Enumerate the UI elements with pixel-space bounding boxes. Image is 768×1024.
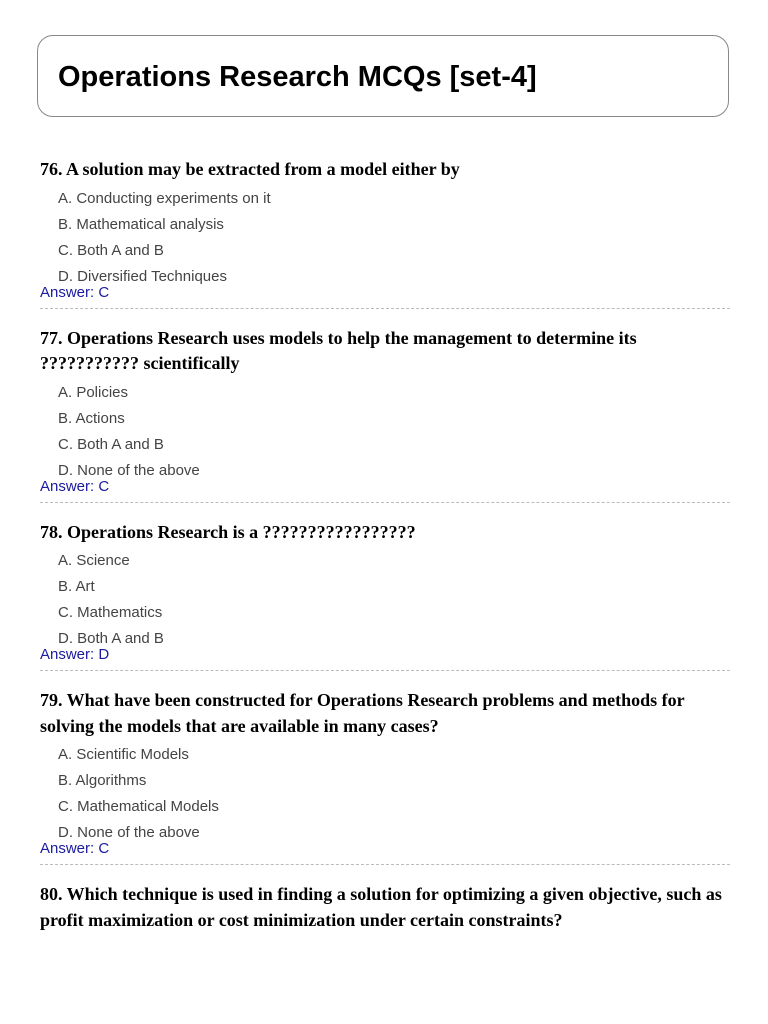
option-list [40,186,730,290]
option-list [40,548,730,652]
question-78 [40,520,730,672]
question-text: 78. Operations Research is a ????????????????? [40,521,416,542]
page-title: Operations Research MCQs [set-4] [58,61,537,93]
title-box [37,35,729,117]
option-c: C. Mathematics [58,604,163,621]
option-b: B. Algorithms [58,772,147,789]
question-77 [40,326,730,503]
question-text: 79. What have been constructed for Operations Research problems and methods for solving the models that are available in many cases? [40,690,685,736]
answer-text: Answer: C [40,477,110,495]
question-list [40,157,730,955]
option-a: A. Scientific Models [58,746,189,763]
option-d: D. None of the above [58,824,200,841]
option-list [40,742,730,846]
option-a: A. Conducting experiments on it [58,189,271,207]
answer-text: Answer: D [40,646,110,663]
question-80 [40,882,730,938]
option-d: D. Diversified Techniques [58,267,227,285]
option-b: B. Actions [58,409,125,427]
answer-text: Answer: C [40,283,110,301]
question-79 [40,688,730,865]
option-d: D. Both A and B [58,630,164,647]
option-b: B. Art [58,578,95,595]
option-c: C. Mathematical Models [58,798,219,815]
question-text: 77. Operations Research uses models to help the management to determine its ??????????? scientifically [40,327,637,373]
option-list [40,380,730,484]
option-a: A. Science [58,552,130,569]
question-76 [40,157,730,309]
question-text: 80. Which technique is used in finding a solution for optimizing a given objective, such as profit maximization or cost minimization under certain constraints? [40,884,722,930]
option-c: C. Both A and B [58,435,164,453]
question-text: 76. A solution may be extracted from a model either by [40,159,460,179]
option-c: C. Both A and B [58,241,164,259]
option-b: B. Mathematical analysis [58,215,224,233]
answer-text: Answer: C [40,840,110,857]
option-a: A. Policies [58,383,129,401]
option-d: D. None of the above [58,461,200,479]
